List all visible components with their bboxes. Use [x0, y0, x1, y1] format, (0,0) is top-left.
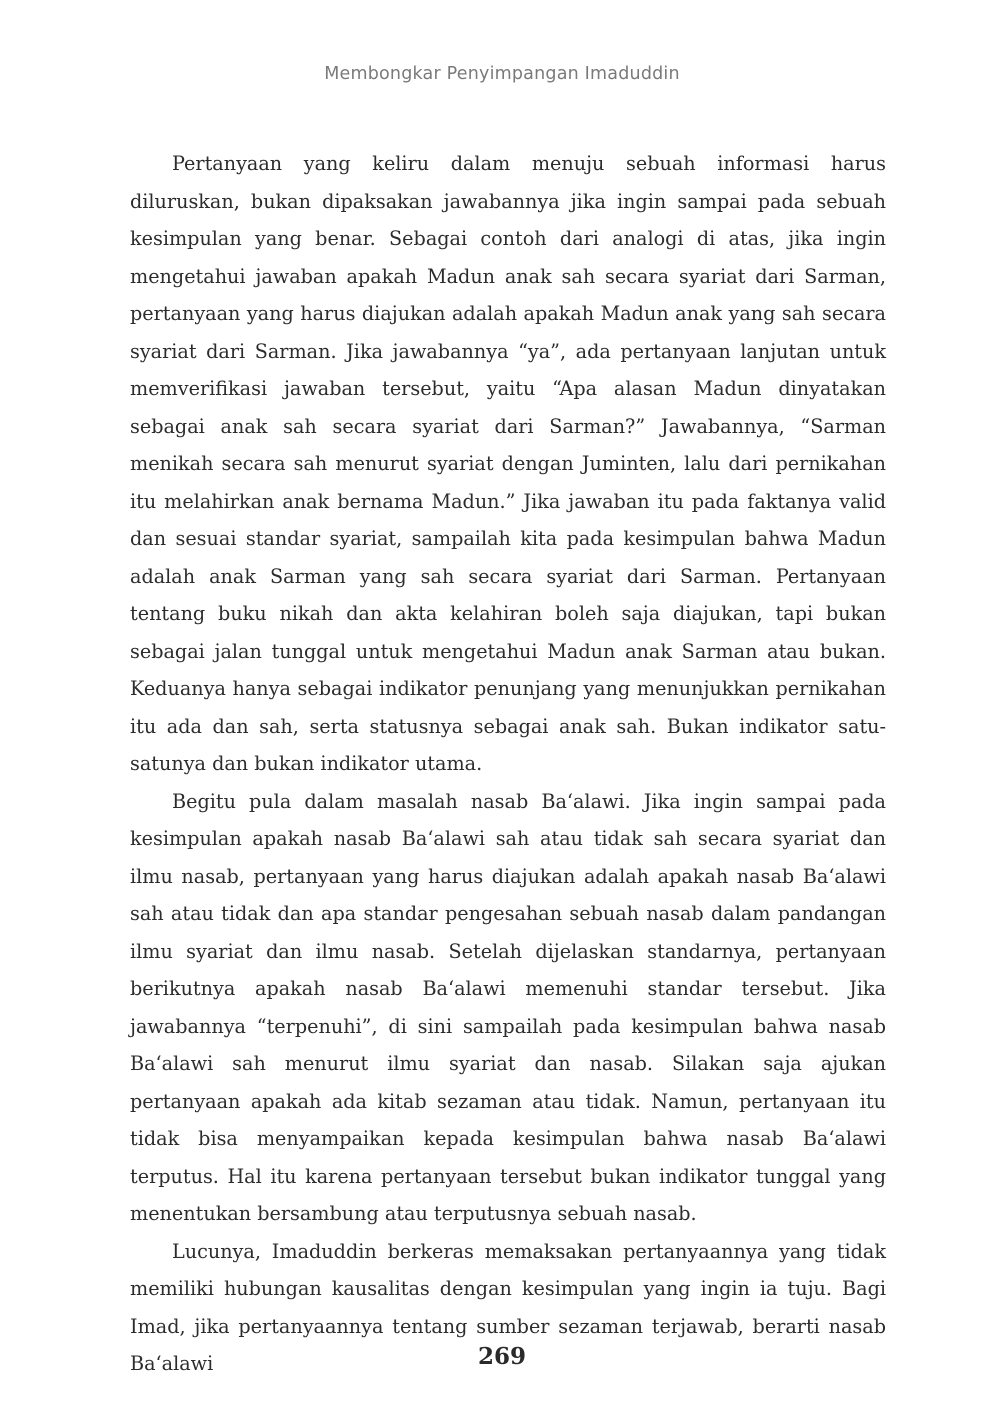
running-header: Membongkar Penyimpangan Imaduddin — [324, 64, 680, 84]
paragraph-3: Lucunya, Imaduddin berkeras memaksakan pertanyaannya yang tidak memiliki hubungan kausalitas dengan kesimpulan yang ingin ia tuju. Bagi Imad, jika pertanyaannya tentang sumber sezaman terjawab, berarti nasab Ba‘alawi — [130, 1239, 886, 1375]
page-number: 269 — [477, 1343, 526, 1370]
paragraph-1: Pertanyaan yang keliru dalam menuju sebuah informasi harus diluruskan, bukan dipaksakan jawabannya jika ingin sampai pada sebuah kesimpulan yang benar. Sebagai contoh dari analogi di atas, jika ingin mengetahui jawaban apakah Madun anak sah secara syariat dari Sarman, pertanyaan yang harus diajukan adalah apakah Madun anak yang sah secara syariat dari Sarman. Jika jawabannya “ya”, ada pertanyaan lanjutan untuk memverifikasi jawaban tersebut, yaitu “Apa alasan Madun dinyatakan sebagai anak sah secara syariat dari Sarman?” Jawabannya, “Sarman menikah secara sah menurut syariat dengan Juminten, lalu dari pernikahan itu melahirkan anak bernama Madun.” Jika jawaban itu pada faktanya valid dan sesuai standar syariat, sampailah kita pada kesimpulan bahwa Madun adalah anak Sarman yang sah secara syariat dari Sarman. Pertanyaan tentang buku nikah dan akta kelahiran boleh saja diajukan, tapi bukan sebagai jalan tunggal untuk mengetahui Madun anak Sarman atau bukan. Keduanya hanya sebagai indikator penunjang yang menunjukkan pernikahan itu ada dan sah, serta statusnya sebagai anak sah. Bukan indikator satu-satunya dan bukan indikator utama. — [130, 152, 886, 775]
paragraph-2: Begitu pula dalam masalah nasab Ba‘alawi. Jika ingin sampai pada kesimpulan apakah nasab Ba‘alawi sah atau tidak sah secara syariat dan ilmu nasab, pertanyaan yang harus diajukan adalah apakah nasab Ba‘alawi sah atau tidak dan apa standar pengesahan sebuah nasab dalam pandangan ilmu syariat dan ilmu nasab. Setelah dijelaskan standarnya, pertanyaan berikutnya apakah nasab Ba‘alawi memenuhi standar tersebut. Jika jawabannya “terpenuhi”, di sini sampailah pada kesimpulan bahwa nasab Ba‘alawi sah menurut ilmu syariat dan nasab. Silakan saja ajukan pertanyaan apakah ada kitab sezaman atau tidak. Namun, pertanyaan itu tidak bisa menyampaikan kepada kesimpulan bahwa nasab Ba‘alawi terputus. Hal itu karena pertanyaan tersebut bukan indikator tunggal yang menentukan bersambung atau terputusnya sebuah nasab. — [130, 789, 886, 1225]
body-text — [130, 145, 886, 1383]
